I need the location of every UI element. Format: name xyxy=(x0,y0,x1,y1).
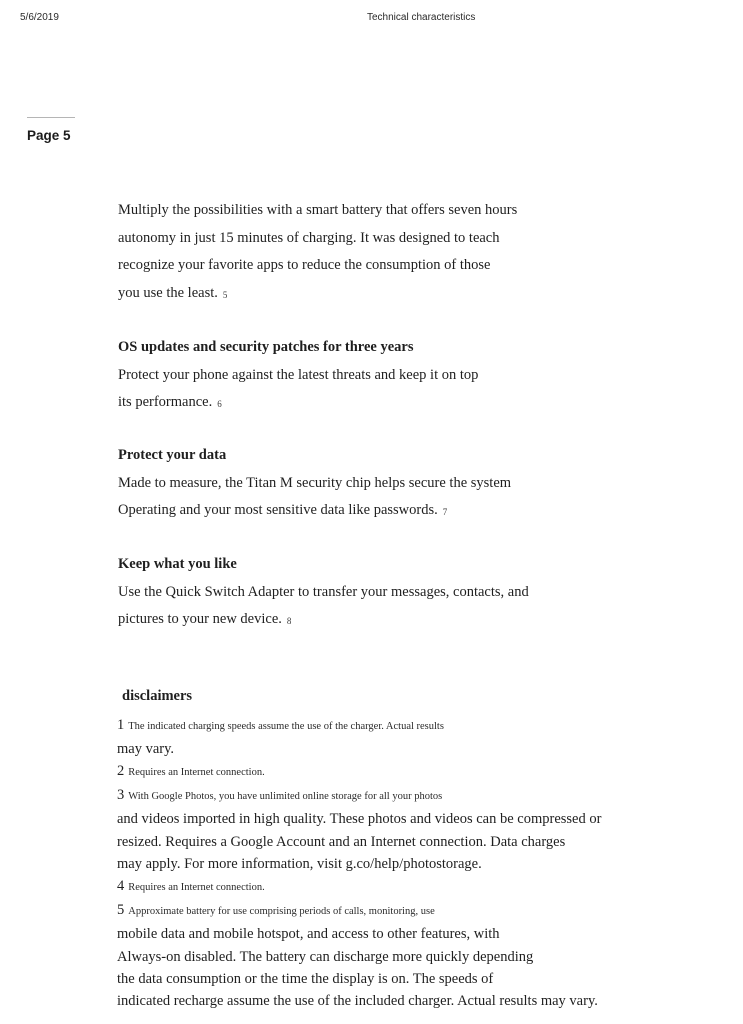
body-line xyxy=(118,197,517,225)
print-date: 5/6/2019 xyxy=(20,12,59,23)
section-heading: Protect your data xyxy=(118,447,227,463)
footnote-number: 5 xyxy=(117,902,125,919)
footnote-text: and videos imported in high quality. These photos and videos can be compressed or xyxy=(117,811,602,828)
body-line xyxy=(118,497,511,526)
body-line-text: autonomy in just 15 minutes of charging. It was designed to teach xyxy=(118,229,500,246)
body-line-text: recognize your favorite apps to reduce the consumption of those xyxy=(118,257,491,273)
disclaimers-section xyxy=(117,683,601,1012)
body-line xyxy=(118,362,478,390)
body-line xyxy=(118,225,517,253)
disclaimer-line xyxy=(117,738,601,760)
page-label-divider xyxy=(27,117,75,118)
disclaimer-line xyxy=(117,760,601,784)
footnote-text: Always-on disabled. The battery can discharge more quickly depending xyxy=(117,948,534,965)
footnote-number: 3 xyxy=(117,787,125,804)
body-line xyxy=(118,579,529,607)
footnote-number: 2 xyxy=(117,762,125,779)
footnote-marker: 5 xyxy=(222,289,228,300)
body-line xyxy=(118,606,529,635)
section-heading: Keep what you like xyxy=(118,556,237,572)
paragraph-battery xyxy=(118,197,517,308)
footnote-text: mobile data and mobile hotspot, and access to other features, with xyxy=(117,926,500,943)
footnote-text: resized. Requires a Google Account and an Internet connection. Data charges xyxy=(117,833,566,850)
body-line-text: its performance. xyxy=(118,394,213,410)
footnote-text: Approximate battery for use comprising periods of calls, monitoring, use xyxy=(128,906,435,918)
disclaimer-line xyxy=(117,808,601,830)
body-line xyxy=(118,470,511,498)
section-protect-data xyxy=(118,442,511,526)
footnote-text: With Google Photos, you have unlimited online storage for all your photos xyxy=(128,791,443,803)
page-number-label: Page 5 xyxy=(27,128,71,143)
footnote-marker: 8 xyxy=(286,616,292,626)
body-line-text: pictures to your new device. xyxy=(118,611,282,627)
footnote-text: Requires an Internet connection. xyxy=(128,766,265,778)
footnote-marker: 7 xyxy=(442,507,448,517)
body-line-text: Multiply the possibilities with a smart battery that offers seven hours xyxy=(118,202,518,218)
disclaimer-line xyxy=(117,875,601,899)
disclaimer-line xyxy=(117,784,601,808)
footnote-text: may vary. xyxy=(117,740,175,757)
footnote-text: the data consumption or the time the display is on. The speeds of xyxy=(117,970,494,987)
body-line xyxy=(118,252,517,280)
body-line-text: you use the least. xyxy=(118,284,218,301)
document-title: Technical characteristics xyxy=(367,12,476,23)
footnote-text: indicated recharge assume the use of the included charger. Actual results may vary. xyxy=(117,992,598,1009)
body-line xyxy=(118,389,478,418)
footnote-text: The indicated charging speeds assume the use of the charger. Actual results xyxy=(128,720,444,732)
body-line-text: Use the Quick Switch Adapter to transfer your messages, contacts, and xyxy=(118,583,529,600)
disclaimer-line xyxy=(117,714,601,738)
body-line-text: Made to measure, the Titan M security chip helps secure the system xyxy=(118,474,512,491)
footnote-number: 1 xyxy=(117,716,125,733)
disclaimer-line xyxy=(117,831,601,853)
disclaimer-line xyxy=(117,899,601,923)
body-line-text: Operating and your most sensitive data like passwords. xyxy=(118,502,438,518)
section-heading: OS updates and security patches for three years xyxy=(118,339,414,355)
disclaimer-line xyxy=(117,990,601,1012)
body-line xyxy=(118,280,517,309)
disclaimer-line xyxy=(117,968,601,990)
section-keep-what-you-like xyxy=(118,551,529,635)
footnote-marker: 6 xyxy=(217,399,222,409)
body-line-text: Protect your phone against the latest threats and keep it on top xyxy=(118,366,479,383)
disclaimer-line xyxy=(117,946,601,968)
disclaimer-line xyxy=(117,853,601,875)
footnote-text: Requires an Internet connection. xyxy=(128,881,265,893)
footnote-text: may apply. For more information, visit g.co/help/photostorage. xyxy=(117,855,482,872)
section-os-updates xyxy=(118,334,478,418)
footnote-number: 4 xyxy=(117,877,125,894)
disclaimers-heading: disclaimers xyxy=(122,688,193,704)
disclaimer-line xyxy=(117,923,601,945)
